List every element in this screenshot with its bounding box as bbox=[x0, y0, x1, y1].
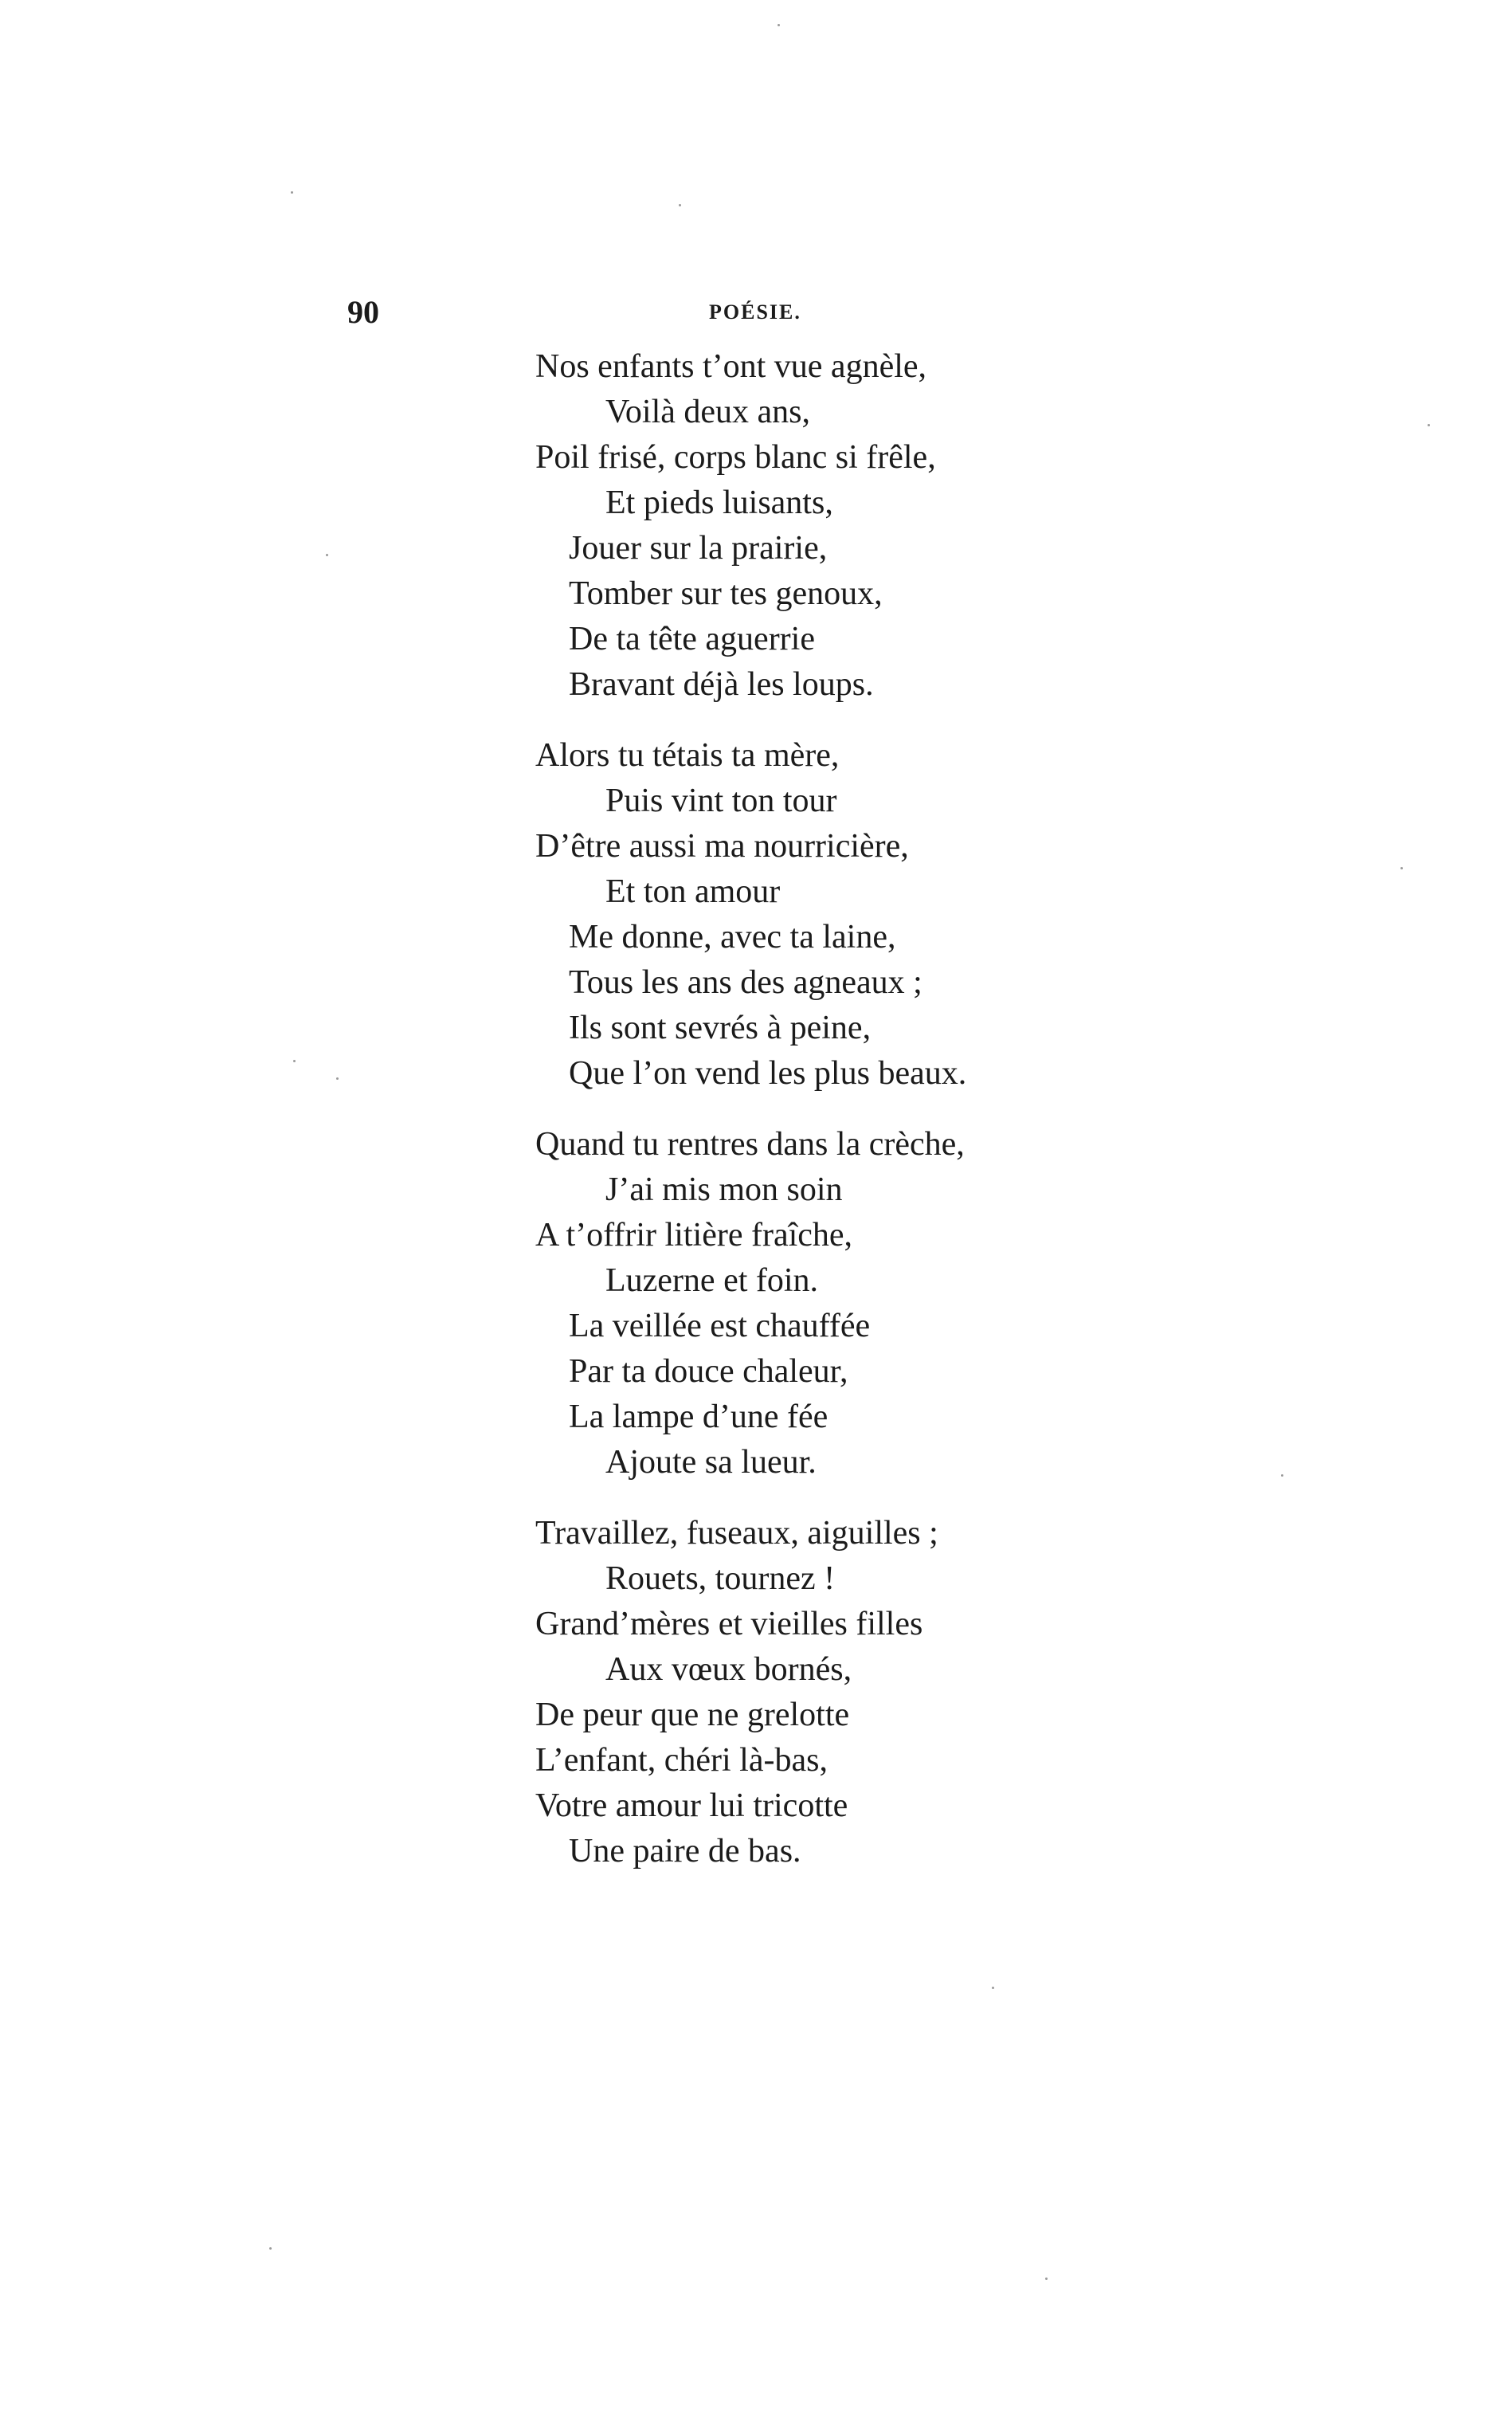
stanza-4 bbox=[535, 1511, 1109, 1874]
verse-line: De ta tête aguerrie bbox=[569, 621, 815, 657]
verse-line: Ajoute sa lueur. bbox=[605, 1444, 817, 1481]
verse-line: Poil frisé, corps blanc si frêle, bbox=[535, 439, 936, 476]
verse-line: Grand’mères et vieilles filles bbox=[535, 1606, 923, 1642]
verse-line: Me donne, avec ta laine, bbox=[569, 919, 896, 955]
poem bbox=[535, 344, 1109, 1874]
verse-line: Travaillez, fuseaux, aiguilles ; bbox=[535, 1515, 938, 1552]
running-title: POÉSIE. bbox=[709, 300, 801, 324]
verse-line: Bravant déjà les loups. bbox=[569, 666, 874, 703]
verse-line: Et ton amour bbox=[605, 873, 781, 910]
verse-line: Aux vœux bornés, bbox=[605, 1651, 852, 1688]
verse-line: Alors tu tétais ta mère, bbox=[535, 737, 840, 774]
verse-line: Luzerne et foin. bbox=[605, 1262, 819, 1299]
paper-speck bbox=[269, 2247, 272, 2250]
verse-line: J’ai mis mon soin bbox=[605, 1171, 843, 1208]
paper-speck bbox=[1428, 424, 1430, 426]
verse-line: Une paire de bas. bbox=[569, 1833, 801, 1870]
stanza-2 bbox=[535, 733, 1109, 1097]
verse-line: Jouer sur la prairie, bbox=[569, 530, 828, 567]
verse-line: Et pieds luisants, bbox=[605, 485, 833, 521]
verse-line: Que l’on vend les plus beaux. bbox=[569, 1055, 967, 1092]
verse-line: Par ta douce chaleur, bbox=[569, 1353, 848, 1390]
paper-speck bbox=[679, 204, 681, 206]
verse-line: Votre amour lui tricotte bbox=[535, 1787, 848, 1824]
verse-line: La veillée est chauffée bbox=[569, 1308, 871, 1344]
verse-line: L’enfant, chéri là-bas, bbox=[535, 1742, 828, 1779]
paper-speck bbox=[326, 554, 328, 556]
paper-speck bbox=[291, 191, 293, 194]
verse-line: Voilà deux ans, bbox=[605, 394, 811, 430]
paper-speck bbox=[1281, 1474, 1283, 1477]
paper-speck bbox=[1045, 2278, 1048, 2280]
verse-line: La lampe d’une fée bbox=[569, 1399, 828, 1435]
paper-speck bbox=[336, 1077, 339, 1080]
page-number: 90 bbox=[347, 294, 379, 330]
verse-line: Tomber sur tes genoux, bbox=[569, 575, 883, 612]
stanza-1 bbox=[535, 344, 1109, 708]
paper-speck bbox=[1400, 867, 1403, 869]
verse-line: D’être aussi ma nourricière, bbox=[535, 828, 909, 865]
verse-line: A t’offrir litière fraîche, bbox=[535, 1217, 853, 1254]
stanza-3 bbox=[535, 1122, 1109, 1485]
verse-line: De peur que ne grelotte bbox=[535, 1697, 850, 1733]
paper-speck bbox=[992, 1987, 994, 1989]
paper-speck bbox=[778, 24, 780, 26]
verse-line: Quand tu rentres dans la crèche, bbox=[535, 1126, 965, 1163]
verse-line: Ils sont sevrés à peine, bbox=[569, 1010, 872, 1046]
verse-line: Tous les ans des agneaux ; bbox=[569, 964, 922, 1001]
verse-line: Nos enfants t’ont vue agnèle, bbox=[535, 348, 927, 385]
verse-line: Rouets, tournez ! bbox=[605, 1560, 836, 1597]
paper-speck bbox=[293, 1060, 296, 1062]
verse-line: Puis vint ton tour bbox=[605, 783, 837, 819]
